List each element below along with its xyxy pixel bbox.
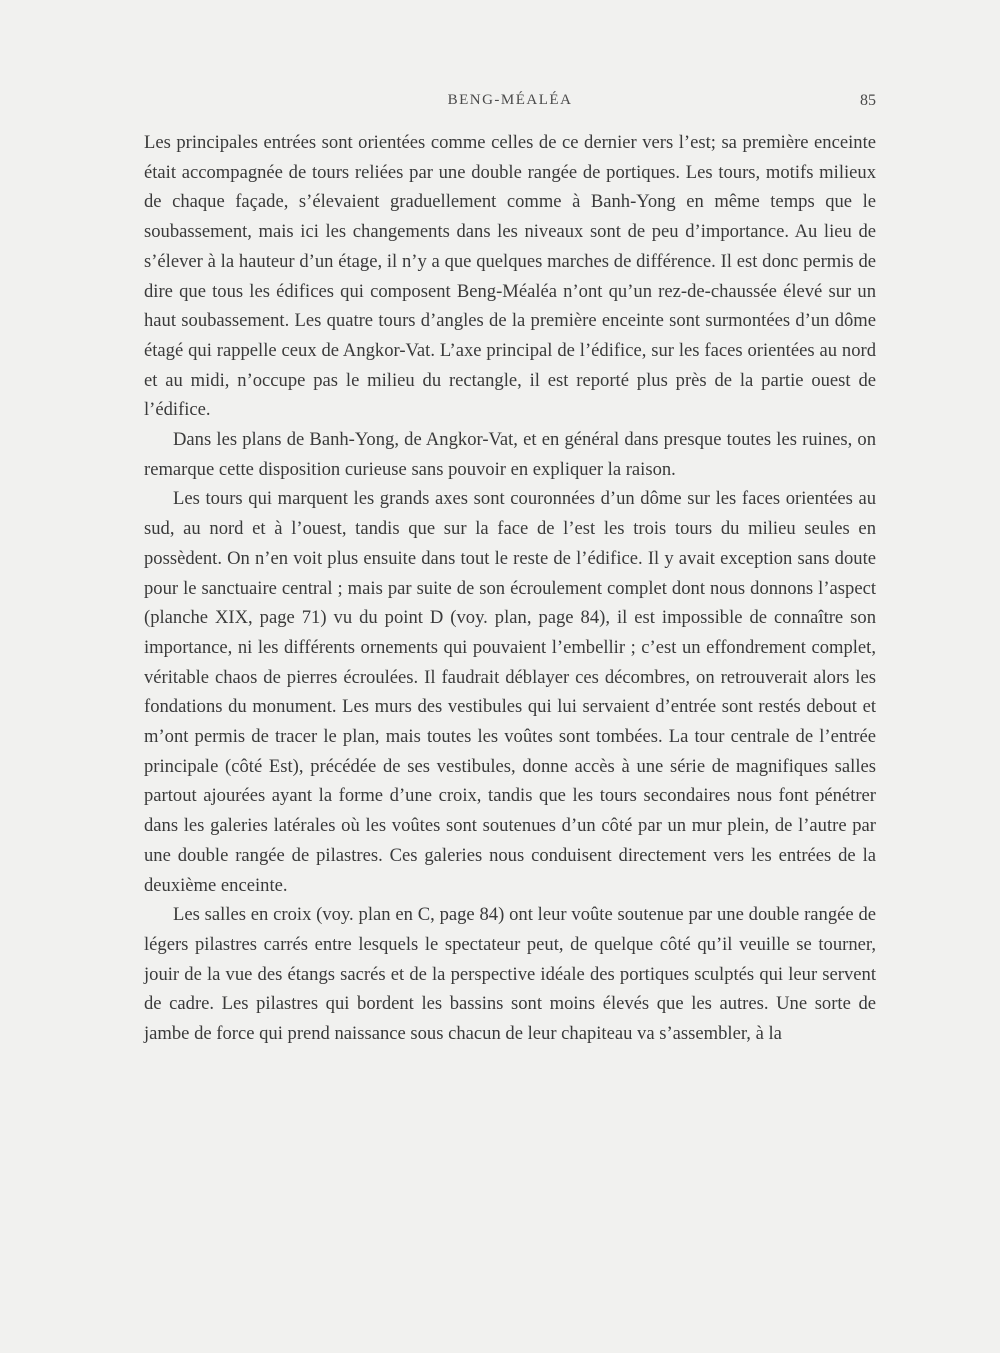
- paragraph-1: Les principales entrées sont orientées comme celles de ce dernier vers l’est; sa première enceinte était accompagnée de tours reliées par une double rangée de portiques. Les tours, motifs milieux de chaque façade, s’élevaient graduellement comme à Banh-Yong en même temps que le soubassement, mais ici les changements dans les niveaux sont de peu d’importance. Au lieu de s’élever à la hauteur d’un étage, il n’y a que quelques marches de différence. Il est donc permis de dire que tous les édifices qui composent Beng-Méaléa n’ont qu’un rez-de-chaussée élevé sur un haut soubassement. Les quatre tours d’angles de la première enceinte sont surmontées d’un dôme étagé qui rappelle ceux de Angkor-Vat. L’axe principal de l’édifice, sur les faces orientées au nord et au midi, n’occupe pas le milieu du rectangle, il est reporté plus près de la partie ouest de l’édifice.: [144, 132, 876, 421]
- paragraph-3: Les tours qui marquent les grands axes sont couronnées d’un dôme sur les faces orientées au sud, au nord et à l’ouest, tandis que sur la face de l’est les trois tours du milieu seules en possèdent. On n’en voit plus ensuite dans tout le reste de l’édifice. Il y avait exception sans doute pour le sanctuaire central ; mais par suite de son écroulement complet dont nous donnons l’aspect (planche XIX, page 71) vu du point D (voy. plan, page 84), il est impossible de connaître son importance, ni les différents ornements qui pouvaient l’embellir ; c’est un effondrement complet, véritable chaos de pierres écroulées. Il faudrait déblayer ces décombres, on retrouverait alors les fondations du monument. Les murs des vestibules qui lui servaient d’entrée sont restés debout et m’ont permis de tracer le plan, mais toutes les voûtes sont tombées. La tour centrale de l’entrée principale (côté Est), précédée de ses vestibules, donne accès à une série de magnifiques salles partout ajourées ayant la forme d’une croix, tandis que les tours secondaires nous font pénétrer dans les galeries latérales où les voûtes sont soutenues d’un côté par un mur plein, de l’autre par une double rangée de pilastres. Ces galeries nous conduisent directement vers les entrées de la deuxième enceinte.: [144, 488, 876, 896]
- body-text: [144, 128, 876, 1049]
- paragraph-4: Les salles en croix (voy. plan en C, page 84) ont leur voûte soutenue par une double rangée de légers pilastres carrés entre lesquels le spectateur peut, de quelque côté qu’il veuille se tourner, jouir de la vue des étangs sacrés et de la perspective idéale des portiques sculptés qui leur servent de cadre. Les pilastres qui bordent les bassins sont moins élevés que les autres. Une sorte de jambe de force qui prend naissance sous chacun de leur chapiteau va s’assembler, à la: [144, 904, 876, 1045]
- page-number: 85: [860, 92, 876, 109]
- running-head: [144, 92, 876, 114]
- paragraph-2: Dans les plans de Banh-Yong, de Angkor-Vat, et en général dans presque toutes les ruines, on remarque cette disposition curieuse sans pouvoir en expliquer la raison.: [144, 429, 876, 480]
- running-title: BENG-MÉALÉA: [447, 92, 573, 108]
